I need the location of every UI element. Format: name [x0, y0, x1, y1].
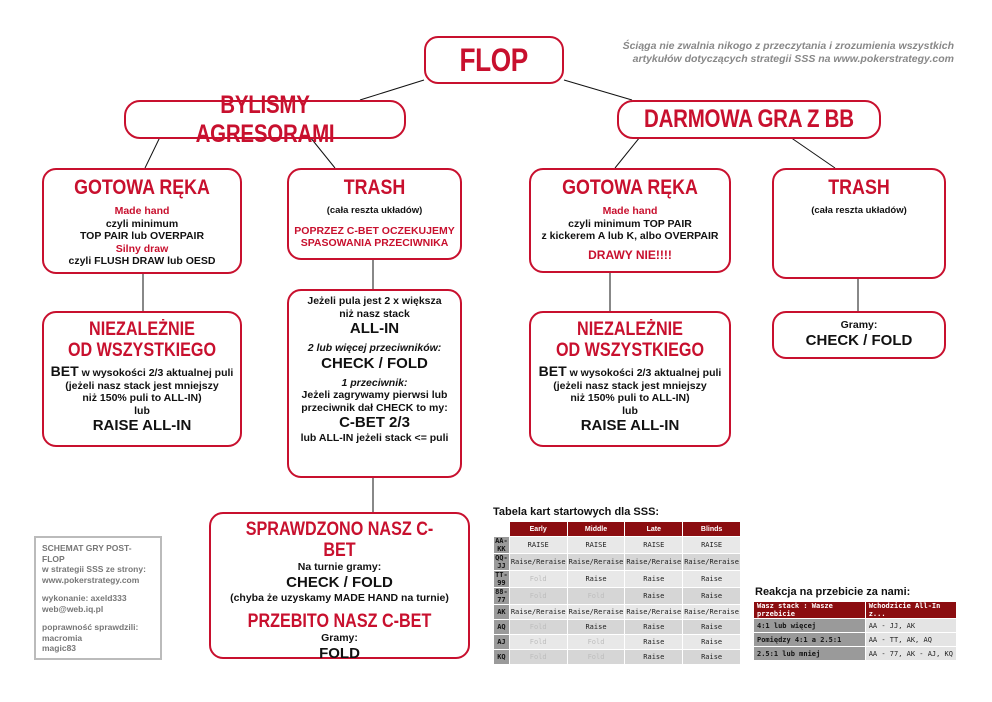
left-ready-hand-box — [42, 168, 242, 274]
text-line: niż 150% puli to ALL-IN) — [82, 392, 202, 404]
column-header: Wasz stack : Wasze przebicie — [754, 602, 866, 619]
flop-box — [424, 36, 564, 84]
text-line: (jeżeli nasz stack jest mniejszy — [553, 379, 707, 392]
table-cell: Raise — [625, 588, 683, 605]
text-line: POPRZEZ C-BET OCZEKUJEMY — [294, 224, 455, 237]
text-line: czyli minimum TOP PAIR — [568, 217, 692, 230]
table-row — [494, 571, 741, 588]
text-line: 2 lub więcej przeciwników: — [307, 342, 442, 354]
table-cell: Raise — [683, 588, 741, 605]
table-cell: Raise/Reraise — [567, 605, 625, 620]
left-trash-title: TRASH — [343, 176, 406, 199]
no-draws-label: DRAWY NIE!!!! — [588, 247, 672, 262]
bet-label: BET — [538, 363, 567, 379]
table-cell: Raise/Reraise — [625, 554, 683, 571]
text-line: Gramy: — [840, 319, 878, 331]
table-cell: 2.5:1 lub mniej — [754, 647, 866, 661]
table-cell: Fold — [509, 650, 567, 665]
table-row — [494, 635, 741, 650]
credits-line: macromia — [42, 632, 83, 643]
cbet-label: C-BET 2/3 — [339, 414, 410, 431]
table-cell: Raise/Reraise — [509, 554, 567, 571]
table-row — [494, 620, 741, 635]
cbet-response-box — [209, 512, 470, 662]
cbet-raised-title: PRZEBITO NASZ C-BET — [247, 611, 432, 632]
right-play-box — [772, 311, 946, 359]
table-cell: RAISE — [567, 537, 625, 554]
table-cell: RAISE — [625, 537, 683, 554]
table-cell: Raise — [683, 571, 741, 588]
table-cell: RAISE — [683, 537, 741, 554]
middle-decision-box — [287, 289, 462, 478]
table-row — [754, 633, 957, 647]
table-cell: Raise — [683, 650, 741, 665]
text-line: (chyba że uzyskamy MADE HAND na turnie) — [230, 591, 449, 604]
cbet-called-title: SPRAWDZONO NASZ C-BET — [245, 519, 434, 561]
text-line: czyli FLUSH DRAW lub OESD — [68, 255, 216, 267]
text-line: 1 przeciwnik: — [341, 376, 408, 389]
bet-label: BET — [50, 363, 79, 379]
credits-line: wykonanie: axeld333 — [42, 593, 127, 603]
left-independent-box — [42, 311, 242, 447]
text-line: przeciwnik dał CHECK to my: — [301, 401, 448, 414]
table-cell: Raise — [625, 635, 683, 650]
table-cell: AA - TT, AK, AQ — [865, 633, 956, 647]
check-fold-label: CHECK / FOLD — [321, 354, 428, 372]
table-cell: TT-99 — [495, 571, 508, 587]
column-header: Middle — [567, 522, 625, 537]
column-header: Late — [625, 522, 683, 537]
right-ready-hand-box — [529, 168, 731, 273]
text-line: Gramy: — [321, 632, 358, 644]
made-hand-label: Made hand — [602, 205, 658, 217]
reaction-table-title: Reakcja na przebicie za nami: — [755, 586, 911, 598]
credits-line: web@web.iq.pl — [42, 603, 104, 614]
text-line: Jeżeli pula jest 2 x większa — [307, 295, 442, 307]
credits-box — [34, 536, 162, 660]
cards-table-title: Tabela kart startowych dla SSS: — [493, 506, 660, 518]
table-cell: Fold — [567, 588, 625, 605]
flop-title: FLOP — [459, 41, 529, 78]
table-header-row — [494, 522, 741, 537]
table-row — [494, 537, 741, 554]
table-cell: RAISE — [509, 537, 567, 554]
text-line: (cała reszta układów) — [326, 205, 423, 216]
table-row — [494, 650, 741, 665]
text-line: w wysokości 2/3 aktualnej puli — [566, 367, 722, 379]
left-ready-hand-title: GOTOWA RĘKA — [74, 176, 210, 199]
text-line: czyli minimum — [105, 217, 179, 230]
credits-line: w strategii SSS ze strony: — [42, 564, 146, 574]
check-fold-label: CHECK / FOLD — [805, 331, 913, 349]
text-line: Jeżeli zagrywamy pierwsi lub — [301, 389, 448, 401]
table-cell: AA - JJ, AK — [865, 619, 956, 633]
independent-title-1: NIEZALEŻNIE — [577, 319, 683, 340]
raise-all-in-label: RAISE ALL-IN — [580, 417, 680, 434]
text-line: lub — [622, 404, 638, 417]
column-header — [494, 522, 510, 537]
fold-label: FOLD — [319, 644, 360, 662]
table-cell: Fold — [509, 620, 567, 635]
right-trash-title: TRASH — [828, 176, 890, 199]
table-cell: AJ — [494, 635, 510, 650]
free-play-box — [617, 100, 881, 139]
table-cell: Raise/Reraise — [567, 554, 625, 571]
table-cell: QQ-JJ — [495, 554, 508, 570]
table-cell: Fold — [509, 635, 567, 650]
text-line: SPASOWANIA PRZECIWNIKA — [300, 237, 449, 249]
right-independent-box — [529, 311, 731, 447]
all-in-label: ALL-IN — [349, 320, 400, 337]
disclaimer-note: Ściąga nie zwalnia nikogo z przeczytania i zrozumienia wszystkich artykułów dotyczących strategii SSS na www.pokerstrategy.com — [622, 40, 954, 65]
strong-draw-label: Silny draw — [115, 242, 169, 255]
table-header-row — [754, 602, 957, 619]
text-line: lub ALL-IN jeżeli stack <= puli — [300, 432, 449, 444]
starting-hands-table — [493, 521, 741, 665]
text-line: Na turnie gramy: — [297, 561, 382, 573]
credits-line: www.pokerstrategy.com — [42, 574, 140, 585]
text-line: lub — [134, 404, 150, 417]
aggressor-title: BYLISMY AGRESORAMI — [195, 90, 335, 148]
right-ready-hand-title: GOTOWA RĘKA — [562, 176, 698, 199]
credits-line: SCHEMAT GRY POST-FLOP — [42, 543, 132, 564]
table-cell: Raise/Reraise — [625, 605, 683, 620]
table-cell: AA - 77, AK - AJ, KQ — [865, 647, 956, 661]
left-trash-box — [287, 168, 462, 260]
table-row — [494, 588, 741, 605]
reaction-table — [753, 601, 957, 661]
table-cell: Raise — [625, 650, 683, 665]
independent-title-2: OD WSZYSTKIEGO — [67, 340, 217, 361]
text-line: TOP PAIR lub OVERPAIR — [79, 230, 205, 242]
table-cell: 88-77 — [495, 588, 508, 604]
right-trash-box — [772, 168, 946, 279]
check-fold-label: CHECK / FOLD — [286, 573, 393, 591]
table-cell: Fold — [509, 588, 567, 605]
table-cell: AK — [494, 605, 510, 620]
credits-line: magic83 — [42, 643, 77, 653]
table-cell: Fold — [509, 571, 567, 588]
text-line: niż nasz stack — [339, 307, 410, 320]
free-play-title: DARMOWA GRA Z BB — [644, 105, 854, 133]
column-header: Wchodzicie All-In z... — [865, 602, 956, 619]
text-line: z kickerem A lub K, albo OVERPAIR — [541, 230, 719, 242]
table-cell: AQ — [494, 620, 510, 635]
table-cell: Pomiędzy 4:1 a 2.5:1 — [754, 633, 866, 647]
table-cell: AA-KK — [495, 537, 508, 553]
table-cell: Raise/Reraise — [509, 605, 567, 620]
credits-line: poprawność sprawdzili: — [42, 622, 139, 632]
table-cell: Raise — [567, 620, 625, 635]
table-cell: KQ — [494, 650, 510, 665]
text-line: (jeżeli nasz stack jest mniejszy — [65, 379, 219, 392]
made-hand-label: Made hand — [114, 205, 170, 217]
table-cell: Raise — [625, 571, 683, 588]
table-cell: Raise — [683, 620, 741, 635]
table-row — [494, 605, 741, 620]
text-line: niż 150% puli to ALL-IN) — [570, 392, 690, 404]
table-row — [754, 619, 957, 633]
independent-title-2: OD WSZYSTKIEGO — [555, 340, 705, 361]
column-header: Blinds — [683, 522, 741, 537]
text-line: (cała reszta układów) — [811, 205, 907, 216]
table-cell: 4:1 lub więcej — [754, 619, 866, 633]
raise-all-in-label: RAISE ALL-IN — [92, 417, 192, 434]
table-row — [494, 554, 741, 571]
table-cell: Raise — [567, 571, 625, 588]
table-row — [754, 647, 957, 661]
table-cell: Fold — [567, 650, 625, 665]
table-cell: Raise/Reraise — [683, 554, 741, 571]
table-cell: Raise — [625, 620, 683, 635]
table-cell: Raise — [683, 635, 741, 650]
aggressor-box — [124, 90, 406, 148]
text-line: w wysokości 2/3 aktualnej puli — [78, 367, 234, 379]
table-cell: Fold — [567, 635, 625, 650]
independent-title-1: NIEZALEŻNIE — [89, 319, 195, 340]
column-header: Early — [509, 522, 567, 537]
table-cell: Raise/Reraise — [683, 605, 741, 620]
